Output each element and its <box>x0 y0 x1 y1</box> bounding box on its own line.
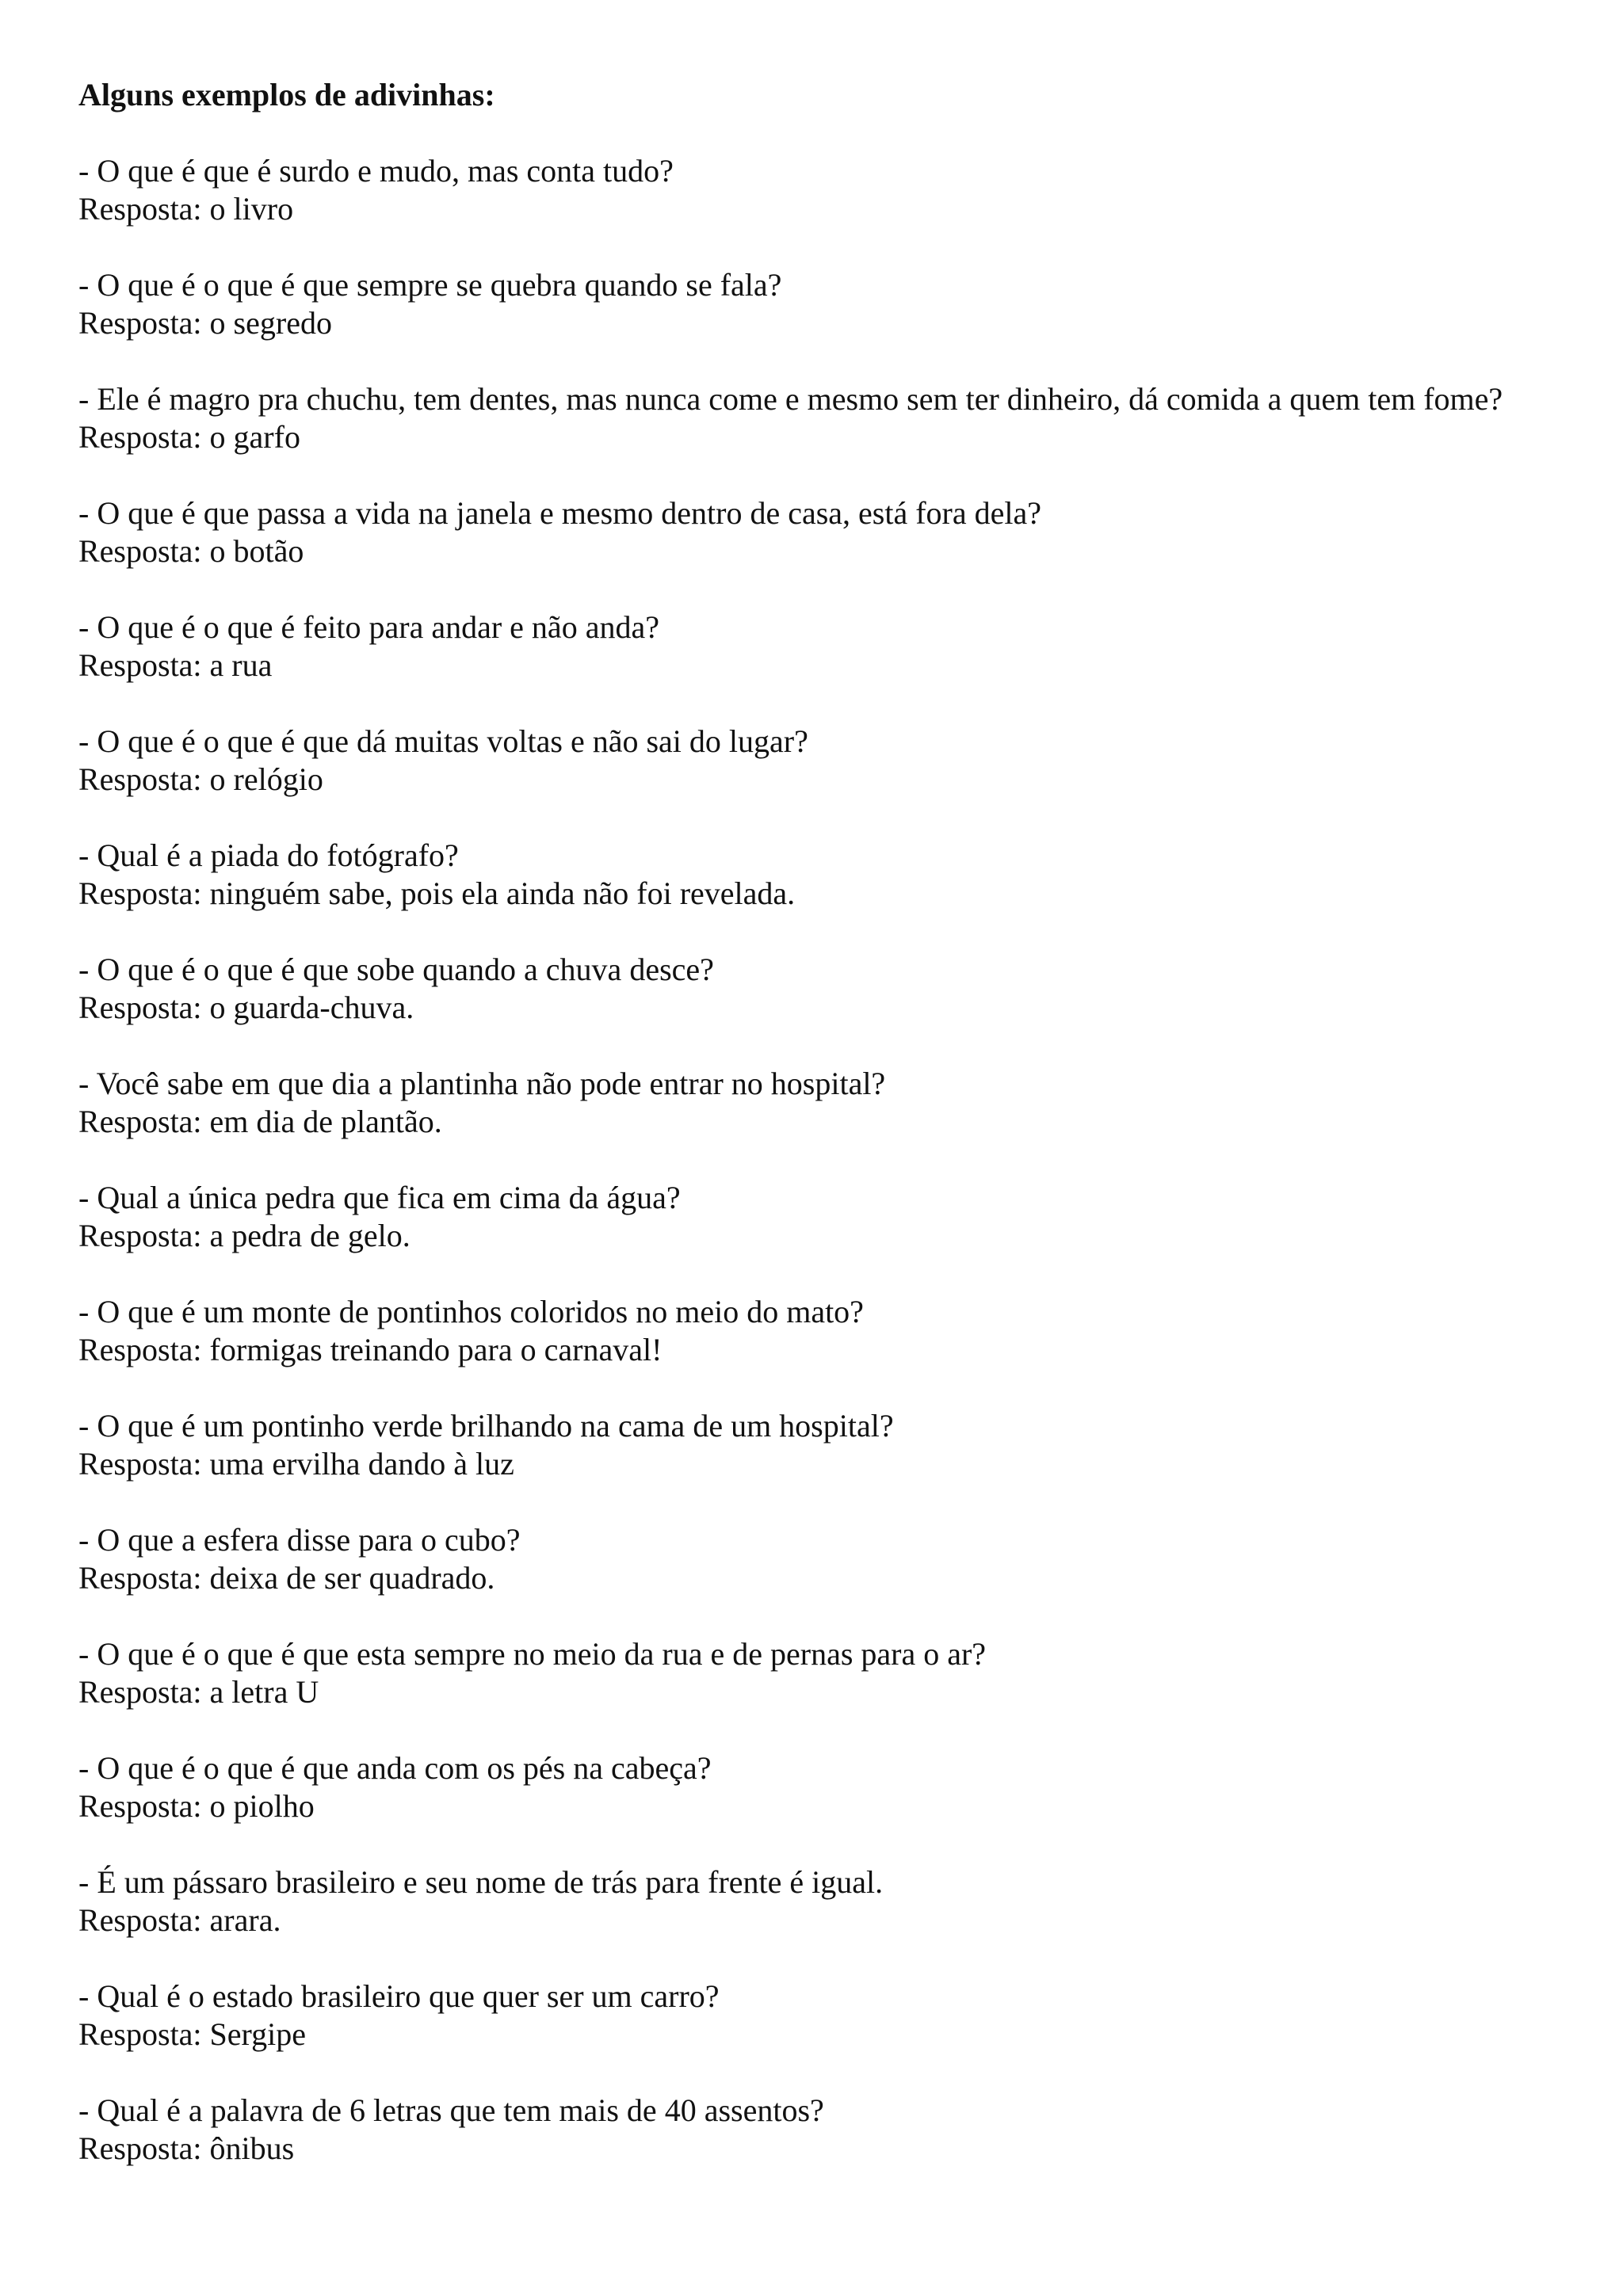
riddle-item <box>78 1521 1616 1597</box>
riddle-item <box>78 1635 1616 1711</box>
riddle-answer: Resposta: deixa de ser quadrado. <box>78 1560 495 1596</box>
riddle-item <box>78 1407 1616 1483</box>
riddle-question: - O que é que é surdo e mudo, mas conta tudo? <box>78 153 674 189</box>
riddle-item <box>78 494 1616 570</box>
riddle-item <box>78 837 1616 913</box>
riddle-answer: Resposta: ninguém sabe, pois ela ainda não foi revelada. <box>78 875 796 911</box>
riddle-item <box>78 1293 1616 1369</box>
riddle-question: - É um pássaro brasileiro e seu nome de trás para frente é igual. <box>78 1864 884 1900</box>
riddle-item <box>78 723 1616 799</box>
riddle-item <box>78 951 1616 1027</box>
riddle-answer: Resposta: ônibus <box>78 2130 295 2166</box>
riddle-question: - O que é um pontinho verde brilhando na cama de um hospital? <box>78 1408 894 1444</box>
riddle-item <box>78 1863 1616 1939</box>
riddle-answer: Resposta: arara. <box>78 1902 281 1938</box>
riddle-question: - O que é o que é que sempre se quebra quando se fala? <box>78 267 782 303</box>
riddle-answer: Resposta: em dia de plantão. <box>78 1104 442 1139</box>
riddle-answer: Resposta: o botão <box>78 533 304 569</box>
riddle-item <box>78 2092 1616 2168</box>
riddle-question: - O que é o que é que dá muitas voltas e não sai do lugar? <box>78 723 808 759</box>
riddle-list <box>78 152 1616 2168</box>
riddle-question: - Qual é o estado brasileiro que quer ser um carro? <box>78 1978 720 2014</box>
riddle-answer: Resposta: a rua <box>78 647 273 683</box>
riddle-answer: Resposta: uma ervilha dando à luz <box>78 1446 514 1482</box>
riddle-question: - O que a esfera disse para o cubo? <box>78 1522 521 1558</box>
riddle-answer: Resposta: o segredo <box>78 305 332 341</box>
riddle-question: - O que é o que é que sobe quando a chuva desce? <box>78 952 714 987</box>
riddle-item <box>78 380 1616 456</box>
riddle-answer: Resposta: o livro <box>78 191 294 227</box>
riddle-answer: Resposta: Sergipe <box>78 2016 307 2052</box>
riddle-answer: Resposta: o guarda-chuva. <box>78 990 414 1025</box>
riddle-answer: Resposta: o garfo <box>78 419 300 455</box>
riddle-item <box>78 1749 1616 1825</box>
riddle-question: - O que é o que é feito para andar e não anda? <box>78 609 659 645</box>
riddle-answer: Resposta: formigas treinando para o carnaval! <box>78 1332 663 1367</box>
riddle-question: - Qual a única pedra que fica em cima da água? <box>78 1180 681 1215</box>
document-content <box>78 76 1616 2206</box>
riddle-question: - O que é que passa a vida na janela e mesmo dentro de casa, está fora dela? <box>78 495 1041 531</box>
riddle-item <box>78 608 1616 685</box>
riddle-question: - O que é um monte de pontinhos coloridos no meio do mato? <box>78 1294 864 1329</box>
riddle-item <box>78 1065 1616 1141</box>
riddle-answer: Resposta: o piolho <box>78 1788 315 1824</box>
page-title: Alguns exemplos de adivinhas: <box>78 77 495 113</box>
riddle-item <box>78 152 1616 228</box>
riddle-item <box>78 1179 1616 1255</box>
riddle-question: - Você sabe em que dia a plantinha não pode entrar no hospital? <box>78 1066 886 1101</box>
riddle-question: - O que é o que é que anda com os pés na cabeça? <box>78 1750 712 1786</box>
riddle-item <box>78 266 1616 342</box>
riddle-question: - Qual é a piada do fotógrafo? <box>78 837 459 873</box>
riddle-item <box>78 1978 1616 2054</box>
riddle-question: - Ele é magro pra chuchu, tem dentes, mas nunca come e mesmo sem ter dinheiro, dá comida a quem tem fome? <box>78 381 1503 417</box>
riddle-question: - O que é o que é que esta sempre no meio da rua e de pernas para o ar? <box>78 1636 987 1672</box>
riddle-question: - Qual é a palavra de 6 letras que tem mais de 40 assentos? <box>78 2092 824 2128</box>
riddle-answer: Resposta: a pedra de gelo. <box>78 1218 411 1253</box>
riddle-answer: Resposta: a letra U <box>78 1674 319 1710</box>
riddle-answer: Resposta: o relógio <box>78 761 323 797</box>
